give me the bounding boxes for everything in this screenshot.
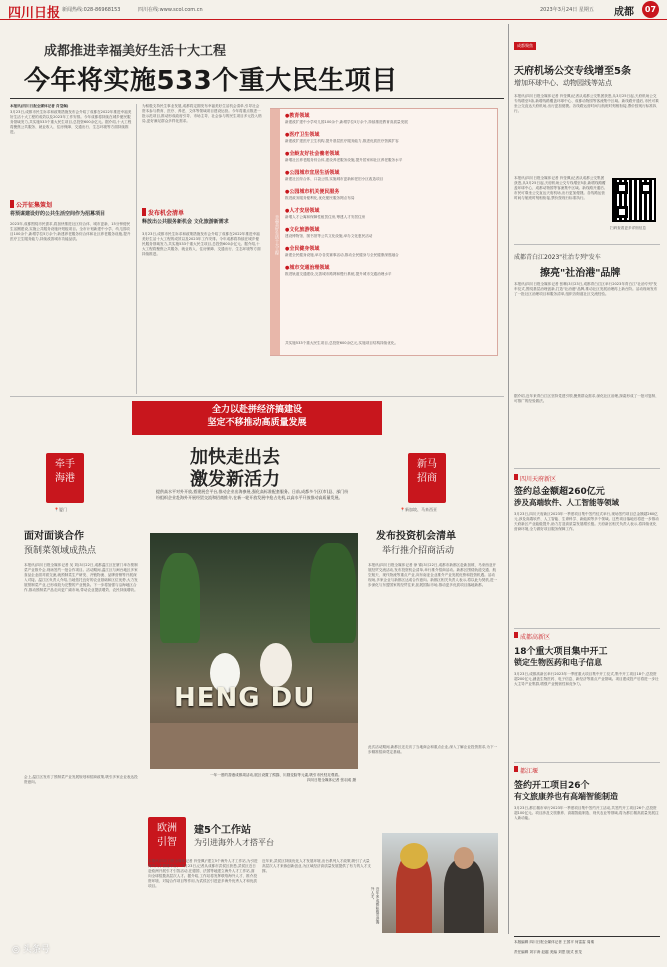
ten-projects-item bbox=[285, 132, 493, 149]
right-bot2-body: 3月23日,成都高新区举行2023年一季度重大项目集中开工仪式,集中开工项目18个,总投资超200亿元,涵盖生物医药、电子信息、新经济等重点产业领域。项目建成投产后将进一步壮大主导产业集群,增强产业链韧性和竞争力。 bbox=[514, 672, 659, 686]
bot-headline-2: 为引进海外人才搭平台 bbox=[194, 838, 274, 847]
masthead-date: 2023年3月24日 星期五 bbox=[540, 7, 594, 13]
ten-projects-item-text: 推进轨道交通建设,完善城市路网和慢行系统,提升城市交通治理水平 bbox=[285, 272, 392, 276]
bot-body-2: 近年来,武侯区持续优化人才发展环境,出台系列人才政策,吸引了大量高层次人才来蓉创新创业,为区域经济高质量发展提供了有力的人才支撑。 bbox=[262, 859, 371, 873]
right-bot1-tag: 四川天府新区 bbox=[520, 476, 557, 483]
sub2-body: 3月23日,成都市民生诉求和政策措施发布会介绍了成都在2022年推进幸福美好生活十大工程的成效以及2023年工作安排。今年成都将持续在城乡便民服务领域发力,共实施533个重大民生项目,总投资600余亿元。据介绍,十大工程将聚焦公共服务、就业收入、住房保障、交通出行、生态环境等方面持续推进。 bbox=[142, 232, 261, 256]
right-bot1-body: 3月23日,四川天府新区2023年一季度项目集中签约仪式举行,现场签约项目总金额超260亿元,涉及高端软件、人工智能、生命科学、新能源等多个领域。这些项目落地后将进一步推动天府新区产业能级提升,助力打造高质量发展增长极。天府新区相关负责人表示,将持续优化营商环境,全力做好项目服务保障工作。 bbox=[514, 512, 659, 531]
photo-caption: 一年一度的香港成都周活动,展区设置了熊猫、川剧变脸等元素,吸引市民驻足观看。 四川日报全媒体记者 张羽成 摄 bbox=[210, 773, 356, 782]
right-bot3-subtitle: 有文旅康养也有高端智能制造 bbox=[514, 792, 618, 801]
ten-projects-item-text: 新增人才公寓和保障性租赁住房,筹建人才安居住房 bbox=[285, 215, 366, 219]
left-headline-2: 预制菜领域成热点 bbox=[24, 546, 97, 556]
footer-editors: 本版编辑 四川日报全媒体记者 王国平 何雷雷 周秦 bbox=[514, 940, 595, 944]
ten-projects-item bbox=[285, 246, 493, 263]
ten-projects-item-text: 新建改扩建中小学幼儿园100余个,新增学位5万余个,持续推进教育高质量发展 bbox=[285, 120, 408, 124]
feature-title-1: 加快走出去 bbox=[190, 447, 280, 468]
ten-projects-box bbox=[270, 108, 498, 356]
mid-headline-2: 举行推介招商活动 bbox=[382, 546, 455, 556]
ten-projects-item-heading: ●公园城市宜居生活领域 bbox=[285, 170, 340, 176]
ten-projects-item-text: 新建改扩建医疗卫生机构,提升基层医疗服务能力,推进优质医疗资源扩容 bbox=[285, 139, 399, 143]
ten-projects-item-heading: ●全龄友好社会養老领域 bbox=[285, 151, 340, 157]
seal-ouzhou: 欧洲 引智 bbox=[148, 817, 186, 867]
right-bot3-body: 3月23日,都江堰市举行2023年一季度项目集中签约开工活动,共签约开工项目26个,总投资超100亿元。项目涉及文旅康养、高端智能制造、现代农业等领域,将为都江堰高质量发展注入新动能。 bbox=[514, 806, 659, 820]
right-mid-kicker: 成都青白江2023"社治专列"发车 bbox=[514, 254, 601, 261]
seal-xinma: 新马 招商 bbox=[408, 453, 446, 503]
ten-projects-item-heading: ●人才安居领域 bbox=[285, 208, 320, 214]
lead-kicker: 成都推进幸福美好生活十大工程 bbox=[44, 44, 227, 59]
ten-projects-item bbox=[285, 208, 493, 225]
ten-projects-item bbox=[285, 227, 493, 244]
place-xinma: 📍新加坡、马来西亚 bbox=[400, 507, 437, 512]
feature-title-2: 激发新活力 bbox=[190, 469, 280, 490]
photo-credit: 四川日报全媒体记者 张羽成 摄 bbox=[306, 778, 356, 782]
ten-projects-item-text: 建设博物馆、图书馆等公共文化设施,举办文化惠民活动 bbox=[285, 234, 373, 238]
mid-body: 本报讯(四川日报全媒体记者 徐 锦)3月22日,成都市新都区赴新加坡、马来西亚开展经贸交流活动,发布投资机会清单,举行推介招商活动。新都区围绕轨道交通、航空航天、现代物流等重点产业,向东南亚企业推介产业发展优势和投资机遇。活动现场,多家企业与新都区达成合作意向。新都区相关负责人表示,将以此为契机,进一步深化与东盟国家的经贸往来,拓展国际市场,推动更多优质项目落地新都。 bbox=[368, 563, 498, 587]
photo-sign: HENG DU bbox=[174, 683, 316, 713]
ten-projects-item bbox=[285, 189, 493, 206]
watermark: ◎ 头条号 bbox=[12, 945, 50, 955]
masthead-logo: 四川日报 bbox=[8, 6, 61, 21]
banner-line-1: 全力以赴拼经济搞建设 bbox=[211, 405, 302, 415]
ten-projects-item-text: 新增社区养老服务综合体,建设养老服务设施,提升居家和社区养老服务水平 bbox=[285, 158, 403, 162]
bottom-photo-caption: 近年来,成都积极引进海外人才。 bbox=[371, 887, 380, 925]
sub1-body: 2023年,成都围绕市民需求,将加快推进社区综合体、城市更新、15分钟便民生活圈建设,实施公共服务设施补短板项目。全市计划新建中小学、幼儿园项目100余个,新增学位5万余个;新建养老服务综合体和社区养老服务设施,提升医疗卫生服务能力,持续改善城市功能品质。 bbox=[10, 222, 131, 241]
right-top-body: 本报讯(四川日报全媒体记者 肖莹佩)记者从成都公交集团获悉,从3月25日起,天府机场公交专线增至5条,新增线路覆盖环球中心、成都动物园等客流集中区域。新线路开通后,市民可乘坐公交直达天府机场,出行更加便捷。各线路运营时间与航班时刻相衔接,票价按现行标准执行。 bbox=[514, 94, 659, 113]
ten-projects-item-text: 新建全民健身设施,举办各类赛事活动,推动全民健身与全民健康深度融合 bbox=[285, 253, 399, 257]
feature-photo bbox=[150, 533, 358, 769]
ten-projects-item-heading: ●城市交通治理领域 bbox=[285, 265, 330, 271]
ten-projects-item bbox=[285, 265, 493, 282]
place-xiamen: 📍厦门 bbox=[54, 507, 67, 512]
ten-projects-item-heading: ●公园城市机关便民服务 bbox=[285, 189, 340, 195]
left-body-2: 会上,温江区发布了预制菜产业发展规划和招商政策,吸引多家企业表达投资意向。 bbox=[24, 775, 138, 784]
right-bot2-headline: 18个重大项目集中开工 bbox=[514, 647, 608, 657]
lead-byline: 本报讯(四川日报全媒体记者 肖莹佩) bbox=[10, 104, 69, 108]
right-mid-body: 本报讯(四川日报全媒体记者 张琳)3月23日,成都青白江区举行2023年青白江"社治专列"发车仪式,围绕基层治理创新,打造"社治港"品牌,推动社区发展治理再上新台阶。活动现场发布了一批社区治理项目和服务清单,组织各街道社区交流经验。 bbox=[514, 282, 658, 296]
left-body: 本报讯(四川日报全媒体记者 吴 刘)3月22日,成都温江区在厦门举办预制菜产业推介会,现场签约一批合作项目。活动期间,温江区与闽台地区多家食品企业面对面交流,就预制菜生产研发、冷链物流、品牌营销等开展深入对接。温江区负责人介绍,当地依托良好的农业基础和区位优势,大力发展预制菜产业,已形成较为完整的产业链条。下一步将加强与沿海地区合作,推动预制菜产品走向更广阔市场,带动农业提质增效、农民持续增收。 bbox=[24, 563, 138, 592]
bottom-photo bbox=[382, 833, 498, 933]
feature-section bbox=[10, 396, 504, 936]
bot-headline-1: 建5个工作站 bbox=[194, 825, 251, 836]
lead-headline: 今年将实施533个重大民生项目 bbox=[24, 66, 398, 96]
right-bot2-subtitle: 锁定生物医药和电子信息 bbox=[514, 658, 602, 667]
ten-projects-item bbox=[285, 113, 493, 130]
mid-headline-1: 发布投资机会清单 bbox=[376, 531, 456, 542]
qr-code[interactable] bbox=[612, 178, 656, 222]
ten-projects-item-heading: ●全民健身领域 bbox=[285, 246, 320, 252]
mid-body-2: 此次活动期间,新都区还走访了当地商会和重点企业,深入了解企业投资需求,为下一步精准招商奠定基础。 bbox=[368, 745, 498, 754]
ten-projects-item bbox=[285, 151, 493, 168]
left-headline-1: 面对面谈合作 bbox=[24, 531, 84, 542]
masthead-web: 四川在线:www.scol.com.cn bbox=[138, 7, 203, 13]
right-top-subtitle: 增加环球中心、动物园线等站点 bbox=[514, 79, 612, 87]
ten-projects-item-heading: ●医疗卫生领域 bbox=[285, 132, 320, 138]
ten-projects-item-text: 新建社区综合体、口袋公园,实施城市更新和老旧小区改造项目 bbox=[285, 177, 384, 181]
ten-projects-item-heading: ●文化旅游领域 bbox=[285, 227, 320, 233]
masthead bbox=[0, 0, 667, 20]
right-bot3-headline: 签约开工项目26个 bbox=[514, 781, 590, 791]
right-bot3-tag: 都江堰 bbox=[520, 768, 539, 775]
lead-body: 3月23日,成都市民生诉求和政策措施发布会介绍了成都在2022年推进幸福美好生活十大工程的成效以及2023年工作安排。今年成都将持续在城乡便民服务领域发力,共实施533个重大民生项目,总投资600余亿元。据介绍,十大工程将聚焦公共服务、就业收入、住房保障、交通出行、生态环境等方面持续推进。 bbox=[10, 110, 132, 134]
seal-haigang: 牵手 海港 bbox=[46, 453, 84, 503]
ten-projects-item bbox=[285, 170, 493, 187]
feature-intro: 提供高水平对外开放,搭建展会平台,推动企业出海参展,强化高标准配套服务。日前,成都多个区(市)县、部门纷纷组织企业赴海外开展经贸交流和招商推介,在新一轮开放发展中抢占先机,以高水平开放推动高质量发展。 bbox=[156, 489, 349, 500]
right-bot1-headline: 签约总金额超260亿元 bbox=[514, 487, 605, 497]
banner-line-2: 坚定不移推动高质量发展 bbox=[207, 418, 307, 428]
right-mid-headline: 擦亮"社治港"品牌 bbox=[540, 268, 621, 279]
ten-projects-item-text: 推进政务服务便利化,优化便民服务网点布局 bbox=[285, 196, 355, 200]
section-name: 成都 bbox=[614, 7, 634, 18]
right-bot1-subtitle: 涉及高端软件、人工智能等领域 bbox=[514, 498, 619, 507]
ten-projects-item-heading: ●教育领域 bbox=[285, 113, 310, 119]
bot-body: 本报讯(四川日报全媒体记者 肖莹佩)"建立5个海外人才工作站,为引进海外人才搭建平台。"3月23日,记者从成都市武侯区获悉,武侯区近日赴欧洲开展引才引智活动,在德国、法国等地建立海外人才工作站,面向全球招揽高层次人才。据介绍,工作站将发挥联络海外人才、推介投资环境、对接合作项目等作用,为武侯区引进更多海外优秀人才和优质项目。 bbox=[148, 859, 258, 888]
sub1-heading: 公开征集策划 bbox=[16, 202, 53, 209]
sub2-heading: 发布机会清单 bbox=[148, 210, 185, 217]
masthead-hotline: 新闻热线:028-86968153 bbox=[62, 7, 121, 13]
right-top-headline: 天府机场公交专线增至5条 bbox=[514, 66, 631, 77]
feature-banner bbox=[132, 401, 382, 435]
sub1-subheading: 将预谋建设好的公共生活空间作为招募项目 bbox=[10, 211, 106, 217]
right-bot2-tag: 成都高新区 bbox=[520, 634, 551, 641]
lead-body-col2: 为积极支持民生事业发展,成都将定期发布幸福美好生活机会清单,引导社会资本参与教育、医疗、养老、文体等领域项目建设运营。今年将重点推进一批示范项目,推动形成政府引导、市场主导、社会参与的民生项目多元投入格局,更好满足群众多样化需求。 bbox=[142, 104, 262, 123]
ten-projects-title: 幸福美好生活十大工程 bbox=[270, 109, 280, 355]
right-top-body-b: 本报讯(四川日报全媒体记者 肖莹佩)记者从成都公交集团获悉,从3月25日起,天府机场公交专线增至5条,新增线路覆盖环球中心、成都动物园等客流集中区域。新线路开通后,市民可乘坐公交直达天府机场,出行更加便捷。各线路运营时间与航班时刻相衔接,票价按现行标准执行。 bbox=[514, 176, 606, 200]
sub2-subheading: 释放出公共服务新机会 文化旅游新需求 bbox=[142, 219, 229, 225]
right-mid-body-2: 据介绍,近年来青白江区坚持党建引领,聚焦群众需求,深化社区治理,探索形成了一批可复制、可推广的经验做法。 bbox=[514, 394, 659, 403]
page-number: 07 bbox=[642, 1, 659, 18]
qr-caption: 扫码查看更多详细信息 bbox=[610, 226, 646, 230]
footer-duty: 责任编辑 刘宇涛 赵越 美编 刘思 版式 张龙 bbox=[514, 950, 582, 954]
right-top-kicker: 成都聚焦 bbox=[514, 42, 536, 50]
ten-projects-tail: 共实施533个重大民生项目,总投资600余亿元,实施项目结构持续优化。 bbox=[285, 341, 399, 345]
